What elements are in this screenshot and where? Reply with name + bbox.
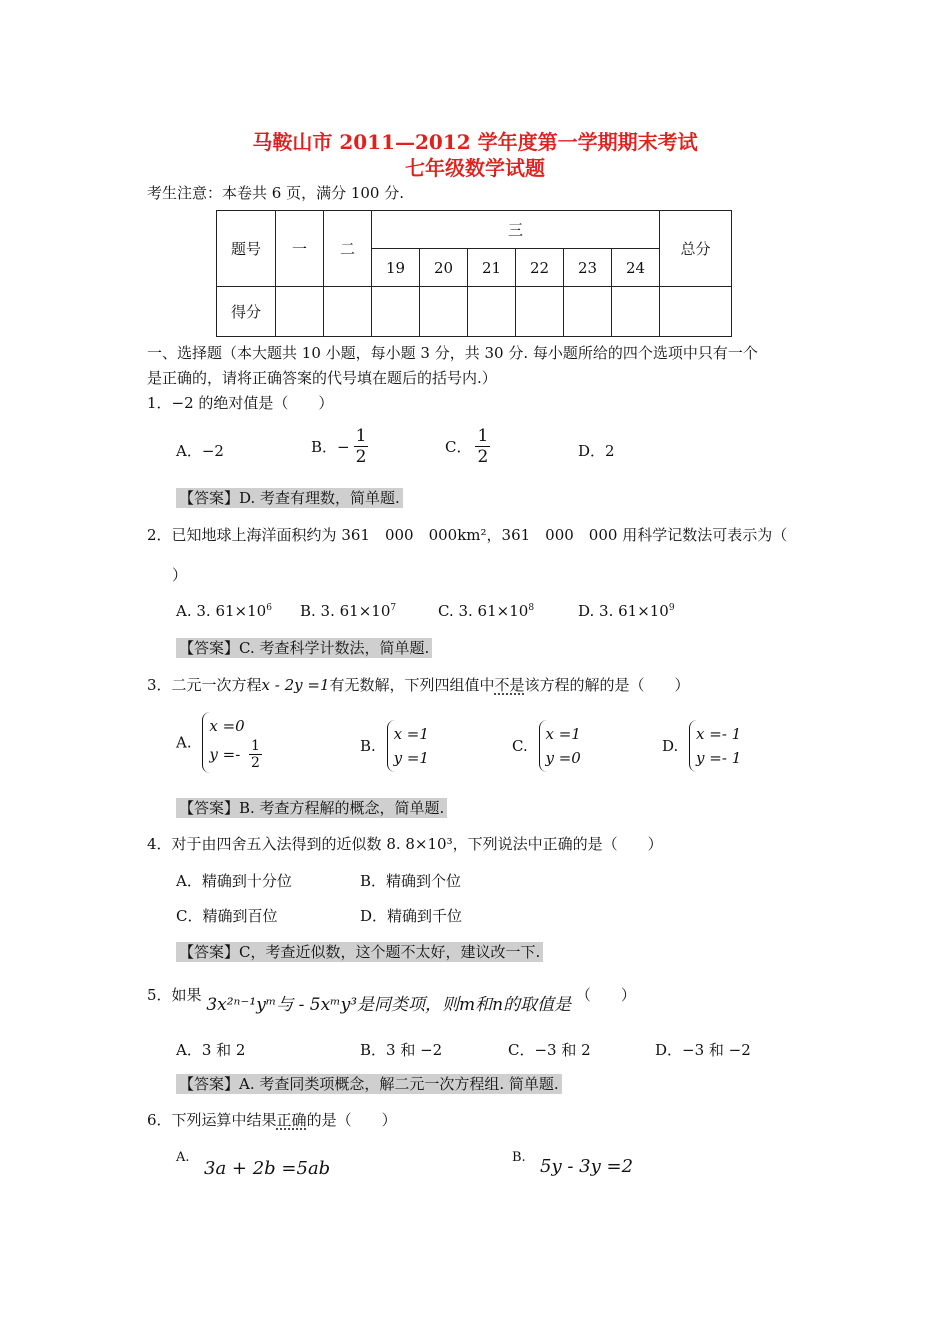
q5-option-d: D．−3 和 −2 — [655, 1041, 751, 1059]
q6-stem-pre: 6．下列运算中结果 — [147, 1111, 277, 1129]
q3-option-d — [662, 720, 747, 772]
q4-stem: 4．对于由四舍五入法得到的近似数 8. 8×10³，下列说法中正确的是（ ） — [147, 835, 663, 853]
q6-option-a-label: A. — [176, 1150, 190, 1165]
q6-stem — [147, 1109, 397, 1130]
q1-c-denominator: 2 — [477, 447, 489, 467]
q3-b-line1: x =1 — [393, 725, 429, 743]
q6-option-b-expr: 5y - 3y =2 — [540, 1156, 634, 1177]
row-label-score: 得分 — [217, 287, 276, 337]
q2-c-exp: 8 — [528, 603, 535, 613]
q3-stem-post: 该方程的解的是（ ） — [524, 676, 690, 694]
q5-option-b: B．3 和 −2 — [360, 1041, 443, 1059]
q4-answer: 【答案】C，考查近似数，这个题不太好，建议改一下. — [176, 942, 543, 962]
sub-col-22: 22 — [516, 249, 564, 287]
q3-equation: x - 2y =1 — [261, 676, 330, 694]
score-cell — [516, 287, 564, 337]
q1-option-a: A．−2 — [176, 442, 224, 460]
score-cell — [324, 287, 372, 337]
col-three-group: 三 — [372, 211, 660, 249]
q3-d-system — [689, 720, 747, 772]
q3-a-fraction — [249, 738, 262, 771]
q3-a-line2-pre: y =- — [209, 745, 246, 764]
q3-a-numerator: 1 — [251, 738, 260, 754]
q5-stem — [147, 980, 636, 1015]
score-cell — [420, 287, 468, 337]
score-cell — [468, 287, 516, 337]
q1-option-c — [445, 426, 490, 467]
score-cell — [276, 287, 324, 337]
q2-b-text: B. 3. 61×10 — [300, 602, 391, 620]
q3-b-line2: y =1 — [393, 749, 429, 767]
section1-line1: 一、选择题（本大题共 10 小题，每小题 3 分，共 30 分. 每小题所给的四个选项中只有一个 — [147, 344, 758, 362]
q4-option-a: A．精确到十分位 — [176, 872, 292, 890]
q5-option-c: C．−3 和 2 — [508, 1041, 591, 1059]
sub-col-20: 20 — [420, 249, 468, 287]
q1-answer: 【答案】D. 考查有理数，简单题. — [176, 488, 403, 508]
q5-option-a: A．3 和 2 — [176, 1041, 246, 1059]
score-cell — [612, 287, 660, 337]
q2-c-text: C. 3. 61×10 — [438, 602, 529, 620]
exam-note: 考生注意：本卷共 6 页，满分 100 分. — [147, 184, 405, 202]
q1-option-d: D．2 — [578, 442, 615, 460]
q1-option-b — [311, 426, 368, 467]
q2-stem-cont: ） — [172, 566, 188, 584]
q3-d-line2: y =- 1 — [696, 749, 742, 767]
exam-title-line2: 七年级数学试题 — [405, 156, 545, 180]
row-label-number: 题号 — [217, 211, 276, 287]
q6-emphasis: 正确 — [276, 1111, 307, 1129]
score-cell — [372, 287, 420, 337]
q5-paren: （ ） — [575, 986, 636, 1004]
exam-title-line1: 马鞍山市 2011—2012 学年度第一学期期末考试 — [252, 130, 698, 154]
q1-b-prefix: B．− — [311, 438, 350, 456]
col-total: 总分 — [660, 211, 732, 287]
q2-option-d — [578, 602, 675, 620]
q1-b-fraction — [354, 426, 369, 467]
q3-b-system — [387, 720, 435, 772]
q2-answer: 【答案】C. 考查科学计数法，简单题. — [176, 638, 432, 658]
q2-d-text: D. 3. 61×10 — [578, 602, 669, 620]
q2-d-exp: 9 — [668, 603, 675, 613]
q3-c-label: C. — [512, 737, 528, 755]
q1-c-prefix: C． — [445, 438, 472, 456]
q1-c-fraction — [475, 426, 490, 467]
q6-option-a-expr: 3a + 2b =5ab — [204, 1158, 331, 1179]
q1-c-numerator: 1 — [477, 426, 489, 446]
q4-option-c: C．精确到百位 — [176, 907, 278, 925]
q3-stem — [147, 674, 690, 695]
q2-a-exp: 6 — [266, 603, 272, 613]
q3-option-a — [176, 712, 268, 773]
sub-col-24: 24 — [612, 249, 660, 287]
q3-answer: 【答案】B. 考查方程解的概念，简单题. — [176, 798, 447, 818]
score-cell — [564, 287, 612, 337]
section1-line2: 是正确的，请将正确答案的代号填在题后的括号内.） — [147, 369, 497, 387]
score-table — [216, 210, 732, 337]
q3-d-line1: x =- 1 — [696, 725, 742, 743]
score-cell — [660, 287, 732, 337]
q3-a-system — [202, 712, 268, 773]
q5-expression: 3x²ⁿ⁻¹yᵐ与 - 5xᵐy³是同类项，则m和n的取值是 — [206, 995, 572, 1015]
q3-c-line1: x =1 — [545, 725, 581, 743]
col-two: 二 — [324, 211, 372, 287]
sub-col-23: 23 — [564, 249, 612, 287]
q2-option-c — [438, 602, 534, 620]
q3-option-c — [512, 720, 587, 772]
q2-b-exp: 7 — [390, 603, 397, 613]
q5-stem-pre: 5．如果 — [147, 986, 202, 1004]
q3-a-label: A. — [176, 733, 192, 752]
q5-answer: 【答案】A. 考查同类项概念，解二元一次方程组. 简单题. — [176, 1074, 562, 1094]
q3-stem-pre: 3．二元一次方程 — [147, 676, 262, 694]
sub-col-21: 21 — [468, 249, 516, 287]
q3-b-label: B. — [360, 737, 376, 755]
q3-a-line1: x =0 — [209, 717, 245, 735]
q1-b-denominator: 2 — [355, 447, 367, 467]
q3-c-system — [539, 720, 587, 772]
sub-col-19: 19 — [372, 249, 420, 287]
q3-c-line2: y =0 — [545, 749, 581, 767]
q3-emphasis: 不是 — [494, 676, 525, 694]
q2-option-b — [300, 602, 396, 620]
q1-b-numerator: 1 — [355, 426, 367, 446]
q6-option-b-label: B. — [512, 1150, 526, 1165]
q4-option-d: D．精确到千位 — [360, 907, 463, 925]
q4-option-b: B．精确到个位 — [360, 872, 462, 890]
q2-a-text: A. 3. 61×10 — [176, 602, 267, 620]
q3-stem-mid: 有无数解，下列四组值中 — [329, 676, 495, 694]
col-one: 一 — [276, 211, 324, 287]
q6-stem-post: 的是（ ） — [306, 1111, 397, 1129]
q2-option-a — [176, 602, 272, 620]
q2-stem: 2．已知地球上海洋面积约为 361 000 000km²，361 000 000 用科学记数法可表示为（ — [147, 526, 788, 544]
q3-a-line2 — [209, 738, 262, 771]
q3-d-label: D. — [662, 737, 679, 755]
q3-a-denominator: 2 — [251, 755, 260, 771]
q3-option-b — [360, 720, 435, 772]
q1-stem: 1．−2 的绝对值是（ ） — [147, 394, 334, 412]
